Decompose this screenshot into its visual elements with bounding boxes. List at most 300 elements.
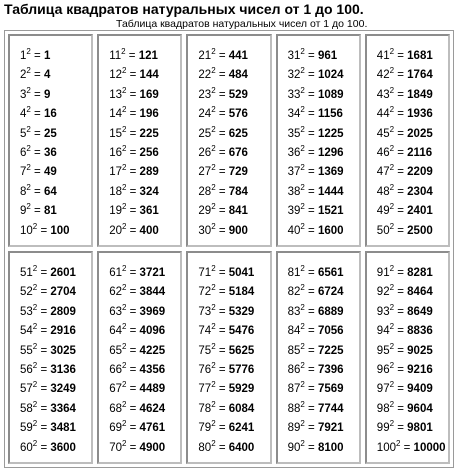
square-value: 4489 bbox=[139, 383, 166, 396]
base-number: 96 bbox=[376, 364, 390, 377]
square-value: 4 bbox=[43, 69, 51, 82]
exponent: 2 bbox=[389, 283, 395, 293]
exponent: 2 bbox=[26, 66, 31, 76]
base-number: 41 bbox=[376, 50, 390, 62]
exponent: 2 bbox=[300, 341, 305, 351]
square-entry: $99^2 = 9801$ bbox=[376, 419, 433, 435]
exponent: 2 bbox=[121, 105, 127, 115]
square-entry: $100^2 = 10000$ bbox=[376, 438, 446, 454]
squares-block bbox=[186, 34, 271, 247]
base-number: 42 bbox=[376, 69, 390, 82]
exponent: 2 bbox=[300, 438, 305, 448]
square-entry: $1^2 = 1$ bbox=[20, 47, 51, 62]
base-number: 82 bbox=[287, 286, 301, 299]
square-value: 784 bbox=[228, 185, 248, 198]
square-value: 6241 bbox=[228, 422, 255, 435]
square-value: 144 bbox=[139, 69, 159, 82]
base-number: 35 bbox=[287, 127, 301, 140]
exponent: 2 bbox=[121, 85, 127, 95]
square-entry: $25^2 = 625$ bbox=[198, 124, 248, 140]
square-value: 3249 bbox=[50, 383, 76, 396]
exponent: 2 bbox=[389, 361, 395, 371]
exponent: 2 bbox=[32, 361, 38, 371]
square-value: 2601 bbox=[50, 267, 76, 279]
base-number: 25 bbox=[198, 127, 212, 140]
exponent: 2 bbox=[121, 47, 126, 56]
square-value: 8836 bbox=[407, 325, 433, 338]
squares-block bbox=[365, 251, 450, 464]
square-value: 3136 bbox=[50, 364, 76, 377]
exponent: 2 bbox=[211, 66, 216, 76]
exponent: 2 bbox=[300, 399, 305, 409]
square-value: 8649 bbox=[407, 305, 433, 318]
exponent: 2 bbox=[121, 66, 127, 76]
exponent: 2 bbox=[211, 380, 216, 390]
square-value: 1369 bbox=[317, 166, 344, 179]
square-value: 1 bbox=[43, 50, 51, 62]
square-entry: $75^2 = 5625$ bbox=[198, 341, 255, 357]
square-entry: $7^2 = 49$ bbox=[20, 163, 57, 179]
square-entry: $77^2 = 5929$ bbox=[198, 380, 255, 396]
square-entry: $51^2 = 2601$ bbox=[20, 264, 76, 279]
base-number: 53 bbox=[20, 305, 33, 318]
exponent: 2 bbox=[389, 182, 395, 192]
exponent: 2 bbox=[26, 202, 31, 212]
page-title: Таблица квадратов натуральных чисел от 1 до 100. bbox=[4, 1, 364, 17]
base-number: 98 bbox=[376, 402, 390, 415]
exponent: 2 bbox=[211, 221, 216, 231]
exponent: 2 bbox=[26, 163, 31, 173]
base-number: 7 bbox=[20, 166, 27, 179]
square-entry: $81^2 = 6561$ bbox=[287, 264, 344, 279]
square-entry: $57^2 = 3249$ bbox=[20, 380, 76, 396]
base-number: 60 bbox=[20, 441, 33, 454]
square-value: 25 bbox=[43, 127, 57, 140]
base-number: 46 bbox=[376, 147, 390, 160]
base-number: 68 bbox=[109, 402, 122, 415]
square-value: 1296 bbox=[317, 147, 344, 160]
exponent: 2 bbox=[32, 264, 38, 273]
square-value: 1156 bbox=[317, 108, 343, 121]
base-number: 65 bbox=[109, 344, 122, 357]
exponent: 2 bbox=[300, 163, 305, 173]
square-value: 1089 bbox=[317, 88, 344, 101]
square-value: 900 bbox=[228, 224, 248, 237]
base-number: 17 bbox=[109, 166, 122, 179]
square-value: 961 bbox=[317, 50, 338, 62]
square-entry: $6^2 = 36$ bbox=[20, 144, 57, 160]
exponent: 2 bbox=[300, 144, 305, 154]
exponent: 2 bbox=[300, 264, 305, 273]
square-entry: $31^2 = 961$ bbox=[287, 47, 338, 62]
square-entry: $48^2 = 2304$ bbox=[376, 182, 433, 198]
exponent: 2 bbox=[389, 105, 395, 115]
base-number: 93 bbox=[376, 305, 390, 318]
square-entry: $62^2 = 3844$ bbox=[109, 283, 166, 299]
square-entry: $91^2 = 8281$ bbox=[376, 264, 433, 279]
base-number: 58 bbox=[20, 402, 33, 415]
exponent: 2 bbox=[300, 105, 305, 115]
exponent: 2 bbox=[211, 399, 216, 409]
square-value: 1225 bbox=[317, 127, 344, 140]
exponent: 2 bbox=[32, 399, 38, 409]
exponent: 2 bbox=[32, 322, 38, 332]
square-value: 9604 bbox=[407, 402, 433, 415]
square-value: 2209 bbox=[407, 166, 433, 179]
square-entry: $85^2 = 7225$ bbox=[287, 341, 344, 357]
square-entry: $65^2 = 4225$ bbox=[109, 341, 166, 357]
squares-block bbox=[276, 34, 361, 247]
square-value: 36 bbox=[43, 147, 57, 160]
exponent: 2 bbox=[300, 66, 305, 76]
base-number: 1 bbox=[20, 50, 27, 62]
exponent: 2 bbox=[211, 182, 216, 192]
square-entry: $78^2 = 6084$ bbox=[198, 399, 255, 415]
base-number: 32 bbox=[287, 69, 301, 82]
base-number: 24 bbox=[198, 108, 212, 121]
exponent: 2 bbox=[211, 105, 216, 115]
exponent: 2 bbox=[389, 341, 395, 351]
square-value: 1444 bbox=[317, 185, 344, 198]
exponent: 2 bbox=[211, 264, 216, 273]
exponent: 2 bbox=[211, 438, 216, 448]
square-value: 256 bbox=[139, 147, 159, 160]
square-entry: $94^2 = 8836$ bbox=[376, 322, 433, 338]
square-entry: $67^2 = 4489$ bbox=[109, 380, 166, 396]
base-number: 19 bbox=[109, 205, 122, 218]
exponent: 2 bbox=[389, 202, 395, 212]
square-entry: $17^2 = 289$ bbox=[109, 163, 159, 179]
base-number: 9 bbox=[20, 205, 27, 218]
square-value: 3481 bbox=[50, 422, 76, 435]
base-number: 12 bbox=[109, 69, 122, 82]
squares-block bbox=[365, 34, 450, 247]
square-value: 7921 bbox=[317, 422, 344, 435]
square-entry: $92^2 = 8464$ bbox=[376, 283, 433, 299]
base-number: 54 bbox=[20, 325, 33, 338]
square-entry: $41^2 = 1681$ bbox=[376, 47, 433, 62]
square-value: 5184 bbox=[228, 286, 255, 299]
exponent: 2 bbox=[300, 361, 305, 371]
base-number: 11 bbox=[109, 50, 122, 62]
square-value: 49 bbox=[43, 166, 57, 179]
square-value: 2704 bbox=[50, 286, 76, 299]
square-value: 7056 bbox=[317, 325, 344, 338]
square-value: 3364 bbox=[50, 402, 76, 415]
square-entry: $59^2 = 3481$ bbox=[20, 419, 76, 435]
base-number: 36 bbox=[287, 147, 301, 160]
table-caption: Таблица квадратов натуральных чисел от 1 до 100. bbox=[116, 18, 368, 30]
base-number: 80 bbox=[198, 441, 212, 454]
square-entry: $89^2 = 7921$ bbox=[287, 419, 344, 435]
square-value: 6561 bbox=[317, 267, 344, 279]
exponent: 2 bbox=[389, 85, 395, 95]
base-number: 20 bbox=[109, 224, 122, 237]
square-entry: $36^2 = 1296$ bbox=[287, 144, 344, 160]
square-entry: $3^2 = 9$ bbox=[20, 85, 51, 101]
square-value: 361 bbox=[139, 205, 159, 218]
base-number: 29 bbox=[198, 205, 212, 218]
square-value: 289 bbox=[139, 166, 159, 179]
base-number: 75 bbox=[198, 344, 212, 357]
square-value: 4900 bbox=[139, 441, 166, 454]
square-entry: $60^2 = 3600$ bbox=[20, 438, 76, 454]
square-value: 324 bbox=[139, 185, 159, 198]
exponent: 2 bbox=[300, 221, 305, 231]
square-value: 4624 bbox=[139, 402, 166, 415]
base-number: 90 bbox=[287, 441, 301, 454]
square-value: 100 bbox=[50, 224, 70, 237]
square-value: 1764 bbox=[407, 69, 433, 82]
base-number: 39 bbox=[287, 205, 301, 218]
square-entry: $37^2 = 1369$ bbox=[287, 163, 344, 179]
square-value: 1681 bbox=[407, 50, 433, 62]
square-value: 64 bbox=[43, 185, 57, 198]
base-number: 30 bbox=[198, 224, 212, 237]
square-value: 3969 bbox=[139, 305, 166, 318]
square-value: 1521 bbox=[317, 205, 344, 218]
exponent: 2 bbox=[26, 105, 31, 115]
square-value: 9025 bbox=[407, 344, 433, 357]
square-value: 3721 bbox=[139, 267, 166, 279]
base-number: 69 bbox=[109, 422, 122, 435]
square-value: 5776 bbox=[228, 364, 255, 377]
square-value: 1849 bbox=[407, 88, 433, 101]
base-number: 44 bbox=[376, 108, 390, 121]
base-number: 92 bbox=[376, 286, 390, 299]
square-entry: $93^2 = 8649$ bbox=[376, 302, 433, 318]
base-number: 73 bbox=[198, 305, 212, 318]
exponent: 2 bbox=[211, 361, 216, 371]
base-number: 52 bbox=[20, 286, 33, 299]
square-entry: $43^2 = 1849$ bbox=[376, 85, 433, 101]
square-value: 6084 bbox=[228, 402, 255, 415]
square-entry: $95^2 = 9025$ bbox=[376, 341, 433, 357]
square-entry: $35^2 = 1225$ bbox=[287, 124, 344, 140]
base-number: 61 bbox=[109, 267, 122, 279]
square-value: 484 bbox=[228, 69, 248, 82]
base-number: 45 bbox=[376, 127, 390, 140]
square-value: 729 bbox=[228, 166, 248, 179]
square-entry: $87^2 = 7569$ bbox=[287, 380, 344, 396]
exponent: 2 bbox=[211, 283, 216, 293]
exponent: 2 bbox=[211, 322, 216, 332]
squares-block bbox=[8, 251, 93, 464]
exponent: 2 bbox=[300, 283, 305, 293]
square-entry: $20^2 = 400$ bbox=[109, 221, 159, 237]
exponent: 2 bbox=[121, 264, 127, 273]
base-number: 4 bbox=[20, 108, 27, 121]
square-value: 81 bbox=[43, 205, 57, 218]
exponent: 2 bbox=[32, 283, 38, 293]
base-number: 76 bbox=[198, 364, 212, 377]
base-number: 5 bbox=[20, 127, 27, 140]
exponent: 2 bbox=[300, 302, 305, 312]
square-value: 8100 bbox=[317, 441, 344, 454]
base-number: 85 bbox=[287, 344, 301, 357]
exponent: 2 bbox=[121, 182, 127, 192]
square-value: 4225 bbox=[139, 344, 166, 357]
exponent: 2 bbox=[300, 322, 305, 332]
square-entry: $33^2 = 1089$ bbox=[287, 85, 344, 101]
base-number: 10 bbox=[20, 224, 33, 237]
base-number: 66 bbox=[109, 364, 122, 377]
base-number: 18 bbox=[109, 185, 122, 198]
square-value: 841 bbox=[228, 205, 248, 218]
exponent: 2 bbox=[26, 124, 31, 134]
base-number: 37 bbox=[287, 166, 301, 179]
base-number: 99 bbox=[376, 422, 390, 435]
base-number: 8 bbox=[20, 185, 27, 198]
base-number: 70 bbox=[109, 441, 122, 454]
base-number: 72 bbox=[198, 286, 212, 299]
base-number: 91 bbox=[376, 267, 390, 279]
square-entry: $42^2 = 1764$ bbox=[376, 66, 433, 82]
base-number: 26 bbox=[198, 147, 212, 160]
exponent: 2 bbox=[121, 283, 127, 293]
base-number: 88 bbox=[287, 402, 301, 415]
square-entry: $15^2 = 225$ bbox=[109, 124, 159, 140]
square-value: 1600 bbox=[317, 224, 344, 237]
square-entry: $90^2 = 8100$ bbox=[287, 438, 344, 454]
square-value: 9801 bbox=[407, 422, 433, 435]
base-number: 6 bbox=[20, 147, 27, 160]
square-value: 169 bbox=[139, 88, 159, 101]
square-value: 7225 bbox=[317, 344, 344, 357]
square-entry: $24^2 = 576$ bbox=[198, 105, 248, 121]
square-entry: $4^2 = 16$ bbox=[20, 105, 57, 121]
base-number: 83 bbox=[287, 305, 301, 318]
square-entry: $44^2 = 1936$ bbox=[376, 105, 433, 121]
square-entry: $19^2 = 361$ bbox=[109, 202, 159, 218]
exponent: 2 bbox=[389, 302, 395, 312]
square-value: 3600 bbox=[50, 441, 76, 454]
square-value: 2916 bbox=[50, 325, 76, 338]
square-entry: $97^2 = 9409$ bbox=[376, 380, 433, 396]
square-value: 441 bbox=[228, 50, 248, 62]
base-number: 50 bbox=[376, 224, 390, 237]
exponent: 2 bbox=[26, 182, 31, 192]
exponent: 2 bbox=[32, 221, 38, 231]
exponent: 2 bbox=[32, 419, 38, 429]
square-value: 225 bbox=[139, 127, 159, 140]
base-number: 94 bbox=[376, 325, 390, 338]
exponent: 2 bbox=[32, 302, 38, 312]
square-entry: $27^2 = 729$ bbox=[198, 163, 248, 179]
square-value: 4096 bbox=[139, 325, 166, 338]
square-value: 5625 bbox=[228, 344, 255, 357]
base-number: 56 bbox=[20, 364, 33, 377]
square-value: 9216 bbox=[407, 364, 433, 377]
base-number: 23 bbox=[198, 88, 212, 101]
square-value: 4356 bbox=[139, 364, 166, 377]
square-entry: $54^2 = 2916$ bbox=[20, 322, 76, 338]
exponent: 2 bbox=[300, 380, 305, 390]
square-entry: $5^2 = 25$ bbox=[20, 124, 57, 140]
base-number: 100 bbox=[376, 441, 396, 454]
base-number: 67 bbox=[109, 383, 122, 396]
square-entry: $58^2 = 3364$ bbox=[20, 399, 76, 415]
base-number: 40 bbox=[287, 224, 301, 237]
base-number: 14 bbox=[109, 108, 122, 121]
exponent: 2 bbox=[211, 163, 216, 173]
base-number: 74 bbox=[198, 325, 212, 338]
square-value: 9 bbox=[43, 88, 51, 101]
exponent: 2 bbox=[121, 361, 127, 371]
square-value: 5329 bbox=[228, 305, 255, 318]
square-entry: $32^2 = 1024$ bbox=[287, 66, 344, 82]
square-entry: $69^2 = 4761$ bbox=[109, 419, 166, 435]
square-value: 576 bbox=[228, 108, 248, 121]
base-number: 15 bbox=[109, 127, 122, 140]
square-value: 2116 bbox=[407, 147, 433, 160]
square-value: 625 bbox=[228, 127, 248, 140]
square-entry: $23^2 = 529$ bbox=[198, 85, 248, 101]
square-entry: $47^2 = 2209$ bbox=[376, 163, 433, 179]
base-number: 57 bbox=[20, 383, 33, 396]
base-number: 49 bbox=[376, 205, 390, 218]
square-value: 196 bbox=[139, 108, 159, 121]
square-value: 2809 bbox=[50, 305, 76, 318]
exponent: 2 bbox=[121, 163, 127, 173]
base-number: 3 bbox=[20, 88, 27, 101]
square-entry: $13^2 = 169$ bbox=[109, 85, 159, 101]
square-value: 8464 bbox=[407, 286, 433, 299]
exponent: 2 bbox=[389, 322, 395, 332]
exponent: 2 bbox=[211, 341, 216, 351]
exponent: 2 bbox=[389, 380, 395, 390]
square-entry: $11^2 = 121$ bbox=[109, 47, 158, 62]
base-number: 38 bbox=[287, 185, 301, 198]
exponent: 2 bbox=[211, 47, 216, 56]
exponent: 2 bbox=[389, 221, 395, 231]
square-entry: $64^2 = 4096$ bbox=[109, 322, 166, 338]
exponent: 2 bbox=[300, 182, 305, 192]
square-entry: $46^2 = 2116$ bbox=[376, 144, 433, 160]
exponent: 2 bbox=[395, 438, 401, 448]
base-number: 31 bbox=[287, 50, 301, 62]
square-entry: $74^2 = 5476$ bbox=[198, 322, 255, 338]
exponent: 2 bbox=[389, 144, 395, 154]
base-number: 21 bbox=[198, 50, 212, 62]
exponent: 2 bbox=[121, 341, 127, 351]
square-entry: $73^2 = 5329$ bbox=[198, 302, 255, 318]
square-value: 676 bbox=[228, 147, 248, 160]
exponent: 2 bbox=[389, 66, 395, 76]
square-value: 6400 bbox=[228, 441, 255, 454]
square-entry: $82^2 = 6724$ bbox=[287, 283, 344, 299]
exponent: 2 bbox=[32, 341, 38, 351]
square-value: 7569 bbox=[317, 383, 344, 396]
square-value: 9409 bbox=[407, 383, 433, 396]
square-value: 2401 bbox=[407, 205, 433, 218]
base-number: 86 bbox=[287, 364, 301, 377]
square-entry: $53^2 = 2809$ bbox=[20, 302, 76, 318]
exponent: 2 bbox=[26, 144, 31, 154]
exponent: 2 bbox=[211, 202, 216, 212]
square-entry: $76^2 = 5776$ bbox=[198, 361, 255, 377]
exponent: 2 bbox=[300, 85, 305, 95]
exponent: 2 bbox=[121, 322, 127, 332]
base-number: 43 bbox=[376, 88, 390, 101]
square-entry: $50^2 = 2500$ bbox=[376, 221, 433, 237]
exponent: 2 bbox=[121, 438, 127, 448]
base-number: 59 bbox=[20, 422, 33, 435]
square-entry: $79^2 = 6241$ bbox=[198, 419, 255, 435]
base-number: 64 bbox=[109, 325, 122, 338]
base-number: 62 bbox=[109, 286, 122, 299]
square-entry: $26^2 = 676$ bbox=[198, 144, 248, 160]
